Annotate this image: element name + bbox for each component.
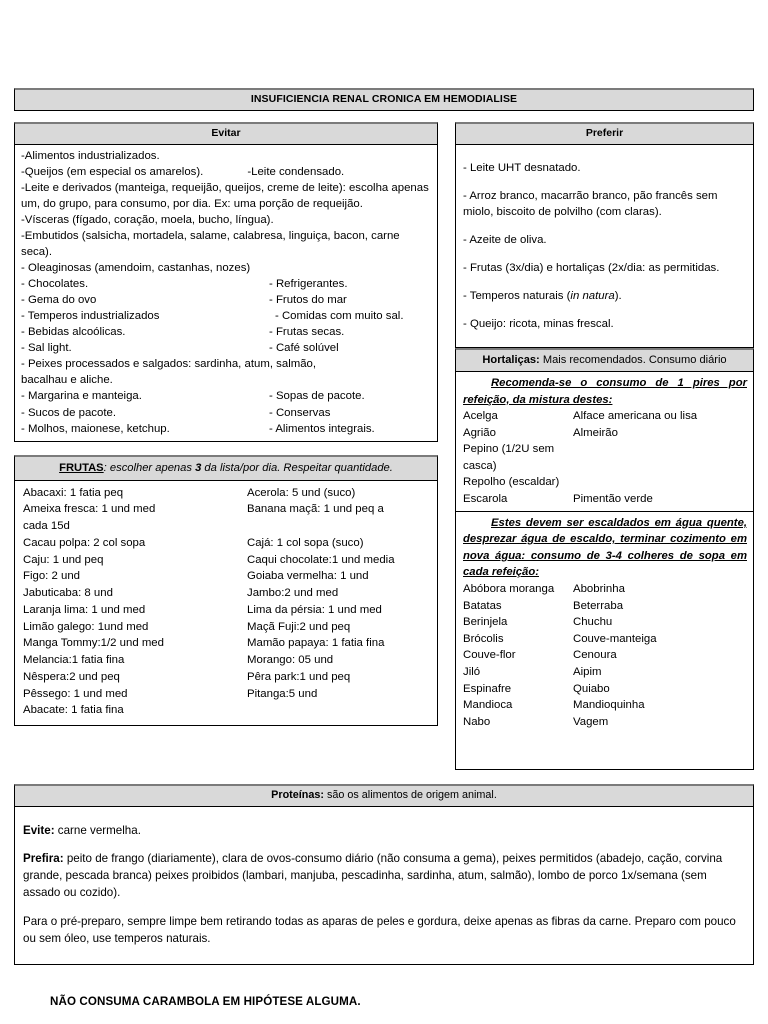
evitar-line-leite-derivados: -Leite e derivados (manteiga, requeijão, queijos, creme de leite): escolha apenas um, do grupo, para consumo, por dia. Ex: uma porção de requeijão. [21,182,429,211]
hortalicas-scalded-row [463,598,747,615]
fruta-left: Cacau polpa: 2 col sopa [23,536,146,549]
evitar-pair-right: - Comidas com muito sal. [275,310,404,323]
proteinas-prefira-label: Prefira: [23,852,64,866]
preferir-header-label: Preferir [585,127,624,140]
evitar-pair-left: - Margarina e manteiga. [21,390,142,403]
frutas-row [23,686,431,703]
hortalicas-scalded-row [463,581,747,598]
preferir-body [455,145,754,347]
fruta-left: Abacate: 1 fatia fina [23,704,124,717]
fruta-left: Ameixa fresca: 1 und med [23,503,156,516]
proteinas-section [14,784,754,965]
fruta-left: Limão galego: 1und med [23,620,149,633]
preferir-item-temperos [463,288,747,305]
vegetable-left: Nabo [463,716,491,728]
hortalicas-scalded-note: Estes devem ser escaldados em água quente, desprezar água de escaldo, terminar cozimento em nova água: consumo de 3-4 colheres de sopa em cada refeição: [463,516,747,579]
evitar-section [14,122,438,441]
fruta-right: Banana maçã: 1 und peq a [247,503,384,516]
vegetable-left: Abóbora moranga [463,582,555,595]
frutas-row [23,501,431,518]
vegetable-right: Cenoura [573,649,617,662]
vegetable-right: Pimentão verde [573,492,653,505]
evitar-header-label: Evitar [211,127,241,140]
evitar-pair-row [21,292,431,308]
evitar-line-queijos [21,164,431,180]
evitar-queijos-right: -Leite condensado. [247,166,345,179]
vegetable-right: Chuchu [573,616,613,629]
evitar-pair-left: - Molhos, maionese, ketchup. [21,422,170,435]
preferir-header [455,122,754,145]
frutas-row [23,602,431,619]
temperos-prefix: - Temperos naturais ( [463,289,571,302]
evitar-pair-left: - Gema do ovo [21,294,97,307]
hortalicas-raw-row [463,425,747,442]
fruta-left: Pêssego: 1 und med [23,687,128,700]
frutas-header-count: 3 [195,461,202,474]
frutas-header-rest: : escolher apenas [103,461,196,474]
hortalicas-raw-note: Recomenda-se o consumo de 1 pires por refeição, da mistura destes: [463,377,747,406]
proteinas-body [14,807,754,965]
vegetable-right [573,441,747,474]
temperos-italic: in natura [570,289,615,302]
fruta-right: Morango: 05 und [247,654,334,667]
preferir-item: - Leite UHT desnatado. [463,161,581,174]
preferir-section [455,122,754,348]
frutas-body [14,481,438,727]
fruta-left: Melancia:1 fatia fina [23,654,125,667]
evitar-pair-right: - Alimentos integrais. [269,422,375,435]
evitar-pair-right: - Frutos do mar [269,294,347,307]
frutas-section [14,455,438,727]
hortalicas-scalded-row [463,697,747,714]
fruta-right: Mamão papaya: 1 fatia fina [247,637,385,650]
vegetable-left: Pepino (1/2U sem casca) [463,443,555,472]
frutas-row [23,635,431,652]
evitar-pair-left: - Temperos industrializados [21,310,160,323]
fruta-left: Jabuticaba: 8 und [23,587,113,600]
fruta-right: Acerola: 5 und (suco) [247,486,356,499]
frutas-header-label: FRUTAS [59,461,104,474]
frutas-header [14,455,438,481]
hortalicas-raw-row [463,474,747,491]
evitar-header [14,122,438,145]
vegetable-left: Mandioca [463,699,513,712]
evitar-pair-left: - Bebidas alcoólicas. [21,326,126,339]
preferir-item: - Arroz branco, macarrão branco, pão francês sem miolo, biscoito de polvilho (com claras). [463,189,718,219]
proteinas-header [14,784,754,807]
evitar-pair-row [21,324,431,340]
evitar-pair-left: - Sal light. [21,342,72,355]
evitar-line-embutidos: -Embutidos (salsicha, mortadela, salame, calabresa, linguiça, bacon, carne seca). [21,230,400,259]
hortalicas-raw-row [463,441,747,474]
vegetable-left: Acelga [463,410,498,423]
hortalicas-scalded-row [463,664,747,681]
hortalicas-header-label: Hortaliças: [482,353,540,366]
preferir-item: - Queijo: ricota, minas frescal. [463,317,614,330]
hortalicas-header-text: Mais recomendados. Consumo diário [539,353,727,366]
evitar-queijos-left: -Queijos (em especial os amarelos). [21,166,204,179]
hortalicas-section [455,348,754,770]
evitar-pair-row [21,276,431,292]
evitar-pair-right: - Frutas secas. [269,326,345,339]
fruta-right: Pêra park:1 und peq [247,670,351,683]
proteinas-header-label: Proteínas: [271,788,324,801]
vegetable-right: Aipim [573,666,602,679]
evitar-line-visceras: -Vísceras (fígado, coração, moela, bucho, língua). [21,214,274,227]
evitar-pair-right: - Sopas de pacote. [269,390,365,403]
vegetable-right: Quiabo [573,682,610,695]
frutas-row [23,552,431,569]
vegetable-right: Abobrinha [573,582,625,595]
fruta-right: Pitanga:5 und [247,687,318,700]
left-column [14,122,438,726]
preferir-item: - Azeite de oliva. [463,234,547,247]
evitar-pair-row [21,308,431,324]
vegetable-right: Vagem [573,716,609,728]
vegetable-right: Beterraba [573,599,624,612]
vegetable-right [573,474,747,491]
hortalicas-raw-body [455,372,754,511]
evitar-pair-right: - Refrigerantes. [269,278,348,291]
hortalicas-scalded-row [463,614,747,631]
footer-warning: NÃO CONSUMA CARAMBOLA EM HIPÓTESE ALGUMA. [50,994,361,1008]
proteinas-header-text: são os alimentos de origem animal. [323,788,497,801]
fruta-left: Abacaxi: 1 fatia peq [23,486,124,499]
vegetable-left: Batatas [463,599,502,612]
evitar-pair-row [21,388,431,404]
vegetable-right: Almeirão [573,426,618,439]
fruta-right [247,702,431,719]
evitar-body [14,145,438,441]
evitar-line-industrializados: -Alimentos industrializados. [21,150,160,163]
fruta-left: Nêspera:2 und peq [23,670,120,683]
vegetable-left: Couve-flor [463,649,516,662]
vegetable-right: Mandioquinha [573,699,645,712]
vegetable-right: Alface americana ou lisa [573,410,698,423]
vegetable-left: Berinjela [463,616,508,629]
fruta-left: Caju: 1 und peq [23,553,104,566]
hortalicas-scalded-body [455,512,754,770]
fruta-left: cada 15d [23,520,70,533]
proteinas-prefira-line [23,850,745,901]
evitar-pair-row [21,421,431,437]
hortalicas-scalded-row [463,647,747,664]
frutas-row [23,669,431,686]
document-title-bar [14,88,754,111]
evitar-pair-left: - Sucos de pacote. [21,406,116,419]
vegetable-left: Jiló [463,666,481,679]
fruta-left: Laranja lima: 1 und med [23,603,146,616]
proteinas-prefira-text: peito de frango (diariamente), clara de ovos-consumo diário (não consuma a gema), peixes permitidos (abadejo, cação, corvina grande, pescada branca) peixes proibidos (lambari, manjuba, pescadinha, sardinha, atum, salmão), lombo de porco 1x/semana (sem assado ou cozido). [23,852,723,900]
hortalicas-header [455,348,754,372]
fruta-right: Caqui chocolate:1 und media [247,553,395,566]
vegetable-right: Couve-manteiga [573,632,657,645]
hortalicas-scalded-row [463,714,747,731]
hortalicas-raw-row [463,491,747,508]
evitar-pair-right: - Café solúvel [269,342,339,355]
proteinas-evite-label: Evite: [23,823,55,837]
temperos-suffix: ). [614,289,622,302]
fruta-right [247,518,431,535]
proteinas-evite-line [23,822,745,839]
evitar-line-oleaginosas: - Oleaginosas (amendoim, castanhas, nozes) [21,262,251,275]
frutas-row [23,585,431,602]
fruta-right: Lima da pérsia: 1 und med [247,603,382,616]
page-title: INSUFICIENCIA RENAL CRONICA EM HEMODIALISE [250,93,518,105]
fruta-right: Cajá: 1 col sopa (suco) [247,536,364,549]
fruta-right: Goiaba vermelha: 1 und [247,570,369,583]
right-column [455,122,754,769]
fruta-left: Manga Tommy:1/2 und med [23,637,164,650]
main-columns [14,122,754,769]
hortalicas-scalded-row [463,631,747,648]
evitar-pair-row [21,405,431,421]
hortalicas-raw-row [463,408,747,425]
frutas-row [23,485,431,502]
preferir-item: - Frutas (3x/dia) e hortaliças (2x/dia: as permitidas. [463,261,720,274]
proteinas-evite-text: carne vermelha. [54,823,141,837]
fruta-right: Jambo:2 und med [247,587,339,600]
proteinas-preparo-line: Para o pré-preparo, sempre limpe bem retirando todas as aparas de peles e gordura, deixe apenas as fibras da carne. Preparo com pouco ou sem óleo, use temperos naturais. [23,914,736,945]
evitar-pair-left: - Chocolates. [21,278,89,291]
vegetable-left: Escarola [463,492,508,505]
evitar-pair-right: - Conservas [269,406,331,419]
vegetable-left: Espinafre [463,682,512,695]
fruta-left: Figo: 2 und [23,570,80,583]
vegetable-left: Repolho (escaldar) [463,476,560,489]
frutas-row [23,568,431,585]
frutas-header-tail: da lista/por dia. Respeitar quantidade. [201,461,393,474]
frutas-row [23,619,431,636]
frutas-row [23,535,431,552]
evitar-pair-row [21,340,431,356]
frutas-row [23,702,431,719]
evitar-line-peixes-a: - Peixes processados e salgados: sardinha, atum, salmão, [21,358,317,371]
vegetable-left: Brócolis [463,632,504,645]
frutas-row [23,518,431,535]
vegetable-left: Agrião [463,426,496,439]
hortalicas-scalded-row [463,681,747,698]
frutas-row [23,652,431,669]
fruta-right: Maçã Fuji:2 und peq [247,620,351,633]
evitar-line-peixes-b: bacalhau e aliche. [21,374,113,387]
